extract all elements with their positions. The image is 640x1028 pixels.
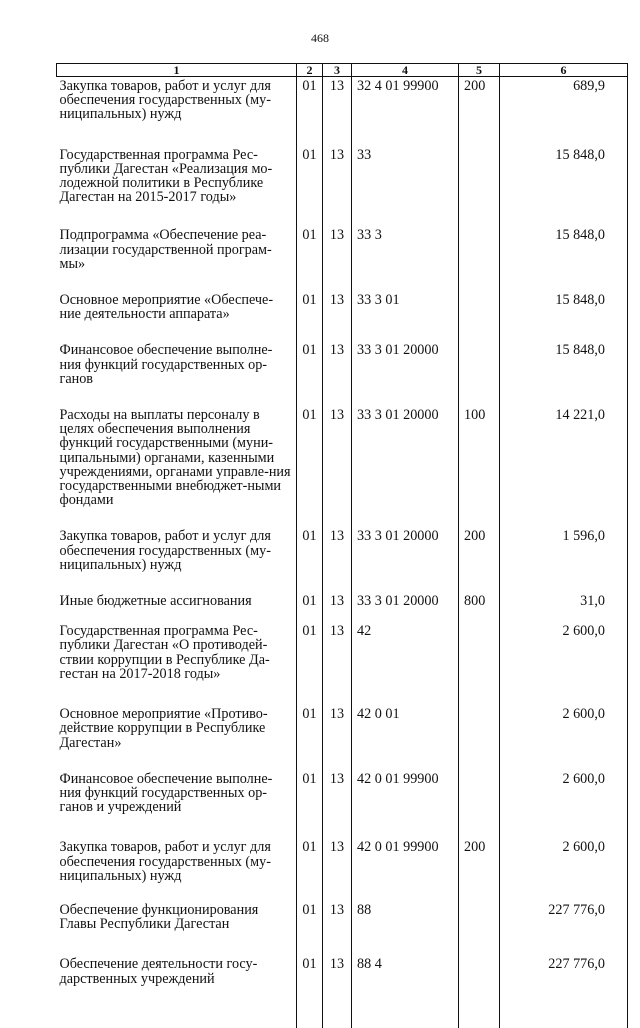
table-row [57, 901, 628, 955]
cell-name: Обеспечение деятельности госу-дарственных учреждений [57, 955, 297, 985]
cell-amount: 15 848,0 [500, 291, 628, 341]
table-row [57, 622, 628, 705]
cell-subsection: 13 [323, 838, 352, 901]
cell-subsection: 13 [323, 226, 352, 291]
cell-section: 01 [297, 838, 323, 901]
cell-section: 01 [297, 901, 323, 955]
cell-expense-type [459, 226, 500, 291]
table-row [57, 146, 628, 227]
cell-name: Государственная программа Рес-публики Дагестан «Реализация мо-лодежной политики в Республике Дагестан на 2015-2017 годы» [57, 146, 297, 227]
table-row [57, 226, 628, 291]
cell-amount: 15 848,0 [500, 341, 628, 406]
cell-target-code: 42 0 01 [352, 705, 459, 770]
cell-subsection: 13 [323, 901, 352, 955]
cell-name: Основное мероприятие «Противо-действие коррупции в Республике Дагестан» [57, 705, 297, 770]
table-body [57, 77, 628, 1028]
cell-amount: 31,0 [500, 592, 628, 622]
cell-amount: 2 600,0 [500, 838, 628, 901]
column-header: 1 [57, 64, 297, 77]
cell-section: 01 [297, 406, 323, 527]
budget-table [56, 63, 628, 1028]
cell-expense-type: 800 [459, 592, 500, 622]
cell-subsection: 13 [323, 77, 352, 146]
cell-section: 01 [297, 226, 323, 291]
cell-amount: 2 600,0 [500, 770, 628, 839]
cell-name: Финансовое обеспечение выполне-ния функций государственных ор-ганов и учреждений [57, 770, 297, 839]
empty-cell [500, 986, 628, 1028]
table-row [57, 770, 628, 839]
table-row [57, 406, 628, 527]
cell-target-code: 42 [352, 622, 459, 705]
table-row [57, 592, 628, 622]
cell-subsection: 13 [323, 592, 352, 622]
empty-cell [459, 986, 500, 1028]
cell-amount: 227 776,0 [500, 955, 628, 985]
cell-expense-type [459, 146, 500, 227]
table-row [57, 291, 628, 341]
cell-target-code: 33 [352, 146, 459, 227]
cell-subsection: 13 [323, 622, 352, 705]
cell-name: Финансовое обеспечение выполне-ния функций государственных ор-ганов [57, 341, 297, 406]
table-header-row [57, 64, 628, 77]
cell-amount: 1 596,0 [500, 527, 628, 592]
empty-cell [297, 986, 323, 1028]
cell-section: 01 [297, 146, 323, 227]
cell-target-code: 33 3 01 20000 [352, 592, 459, 622]
cell-section: 01 [297, 770, 323, 839]
cell-name: Государственная программа Рес-публики Дагестан «О противодей-ствии коррупции в Республике Да-гестан на 2017-2018 годы» [57, 622, 297, 705]
cell-amount: 15 848,0 [500, 146, 628, 227]
cell-amount: 15 848,0 [500, 226, 628, 291]
cell-target-code: 42 0 01 99900 [352, 838, 459, 901]
cell-subsection: 13 [323, 955, 352, 985]
cell-expense-type [459, 705, 500, 770]
table-filler-row [57, 986, 628, 1028]
cell-expense-type [459, 291, 500, 341]
cell-name: Иные бюджетные ассигнования [57, 592, 297, 622]
cell-expense-type: 200 [459, 77, 500, 146]
cell-target-code: 32 4 01 99900 [352, 77, 459, 146]
cell-subsection: 13 [323, 406, 352, 527]
table-row [57, 955, 628, 985]
cell-name: Обеспечение функционирования Главы Республики Дагестан [57, 901, 297, 955]
page-number: 468 [311, 31, 329, 45]
cell-section: 01 [297, 77, 323, 146]
empty-cell [352, 986, 459, 1028]
cell-section: 01 [297, 705, 323, 770]
cell-target-code: 33 3 01 [352, 291, 459, 341]
cell-section: 01 [297, 527, 323, 592]
cell-amount: 2 600,0 [500, 622, 628, 705]
column-header: 4 [352, 64, 459, 77]
cell-amount: 2 600,0 [500, 705, 628, 770]
table-row [57, 341, 628, 406]
table-row [57, 838, 628, 901]
cell-subsection: 13 [323, 146, 352, 227]
cell-subsection: 13 [323, 291, 352, 341]
cell-name: Расходы на выплаты персоналу в целях обеспечения выполнения функций государственными (муни-ципальными) органами, казенными учреждениями, органами управле-ния государственными внебюджет-ными фондами [57, 406, 297, 527]
cell-expense-type [459, 622, 500, 705]
cell-target-code: 33 3 [352, 226, 459, 291]
cell-target-code: 88 4 [352, 955, 459, 985]
cell-amount: 689,9 [500, 77, 628, 146]
cell-expense-type: 200 [459, 527, 500, 592]
column-header: 6 [500, 64, 628, 77]
column-header: 2 [297, 64, 323, 77]
cell-amount: 227 776,0 [500, 901, 628, 955]
cell-section: 01 [297, 291, 323, 341]
cell-target-code: 88 [352, 901, 459, 955]
cell-expense-type: 100 [459, 406, 500, 527]
cell-name: Подпрограмма «Обеспечение реа-лизации государственной програм-мы» [57, 226, 297, 291]
cell-subsection: 13 [323, 705, 352, 770]
cell-target-code: 42 0 01 99900 [352, 770, 459, 839]
cell-expense-type [459, 341, 500, 406]
cell-target-code: 33 3 01 20000 [352, 527, 459, 592]
cell-section: 01 [297, 955, 323, 985]
cell-expense-type [459, 770, 500, 839]
column-header: 3 [323, 64, 352, 77]
cell-subsection: 13 [323, 341, 352, 406]
cell-amount: 14 221,0 [500, 406, 628, 527]
cell-subsection: 13 [323, 527, 352, 592]
cell-name: Основное мероприятие «Обеспече-ние деятельности аппарата» [57, 291, 297, 341]
cell-target-code: 33 3 01 20000 [352, 406, 459, 527]
empty-cell [323, 986, 352, 1028]
table-row [57, 77, 628, 146]
cell-expense-type [459, 955, 500, 985]
table-row [57, 705, 628, 770]
cell-section: 01 [297, 592, 323, 622]
cell-section: 01 [297, 622, 323, 705]
cell-target-code: 33 3 01 20000 [352, 341, 459, 406]
cell-name: Закупка товаров, работ и услуг для обеспечения государственных (му-ниципальных) нужд [57, 838, 297, 901]
cell-name: Закупка товаров, работ и услуг для обеспечения государственных (му-ниципальных) нужд [57, 527, 297, 592]
cell-section: 01 [297, 341, 323, 406]
cell-expense-type [459, 901, 500, 955]
table-row [57, 527, 628, 592]
empty-cell [57, 986, 297, 1028]
cell-name: Закупка товаров, работ и услуг для обеспечения государственных (му-ниципальных) нужд [57, 77, 297, 146]
cell-expense-type: 200 [459, 838, 500, 901]
cell-subsection: 13 [323, 770, 352, 839]
column-header: 5 [459, 64, 500, 77]
